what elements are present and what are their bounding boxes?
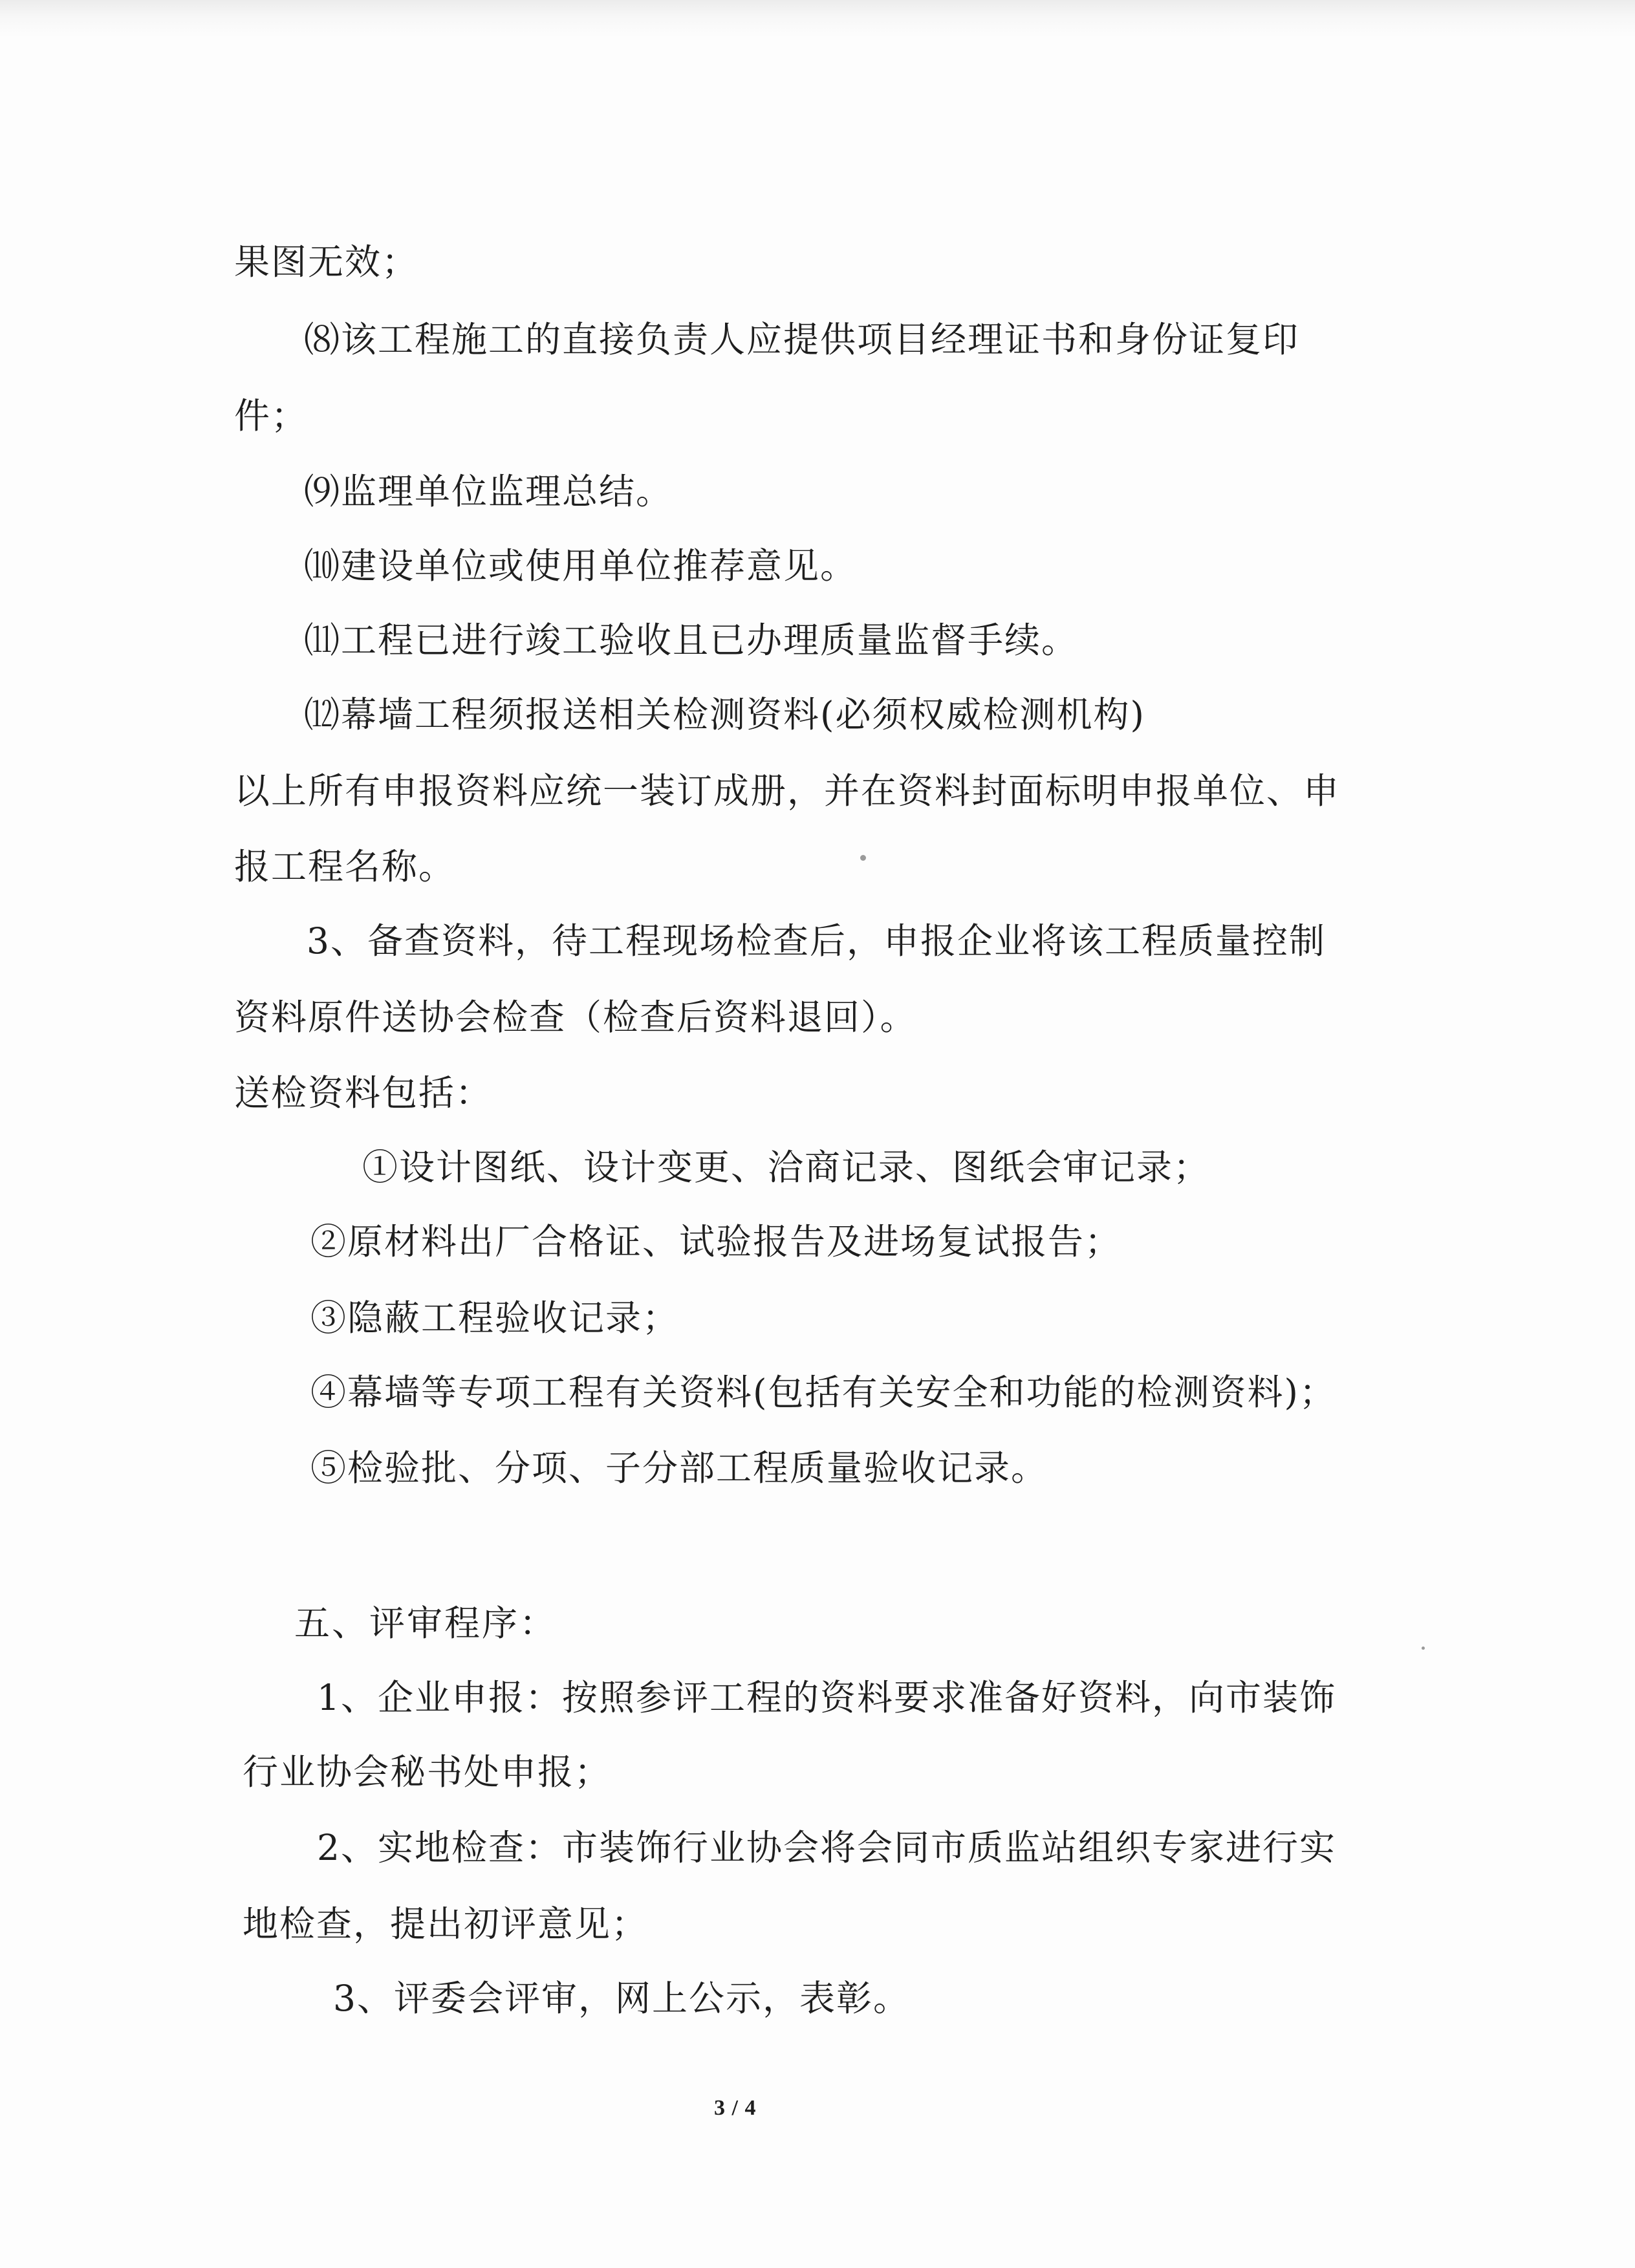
text-line-11: 资料原件送协会检查（检查后资料退回）。 [234, 997, 917, 1038]
text-line-10: 3、备查资料，待工程现场检查后，申报企业将该工程质量控制 [307, 920, 1326, 962]
text-line-16: ④幕墙等专项工程有关资料(包括有关安全和功能的检测资料)； [310, 1372, 1336, 1413]
text-line-21: 2、实地检查：市装饰行业协会将会同市质监站组织专家进行实 [317, 1827, 1336, 1868]
text-line-14: ②原材料出厂合格证、试验报告及进场复试报告； [310, 1221, 1122, 1262]
text-line-9: 报工程名称。 [234, 846, 456, 887]
text-line-1: 果图无效； [234, 241, 419, 283]
text-line-15: ③隐蔽工程验收记录； [310, 1297, 680, 1339]
text-line-4: ⑼监理单位监理总结。 [304, 471, 673, 512]
scan-speck [1422, 1647, 1425, 1650]
text-line-13: ①设计图纸、设计变更、洽商记录、图纸会审记录； [362, 1147, 1211, 1188]
text-line-19: 1、企业申报：按照参评工程的资料要求准备好资料，向市装饰 [317, 1677, 1336, 1718]
text-line-3: 件； [234, 395, 309, 437]
text-line-7: ⑿幕墙工程须报送相关检测资料(必须权威检测机构) [304, 694, 1145, 735]
scan-edge [0, 0, 1635, 38]
text-line-23: 3、评委会评审，网上公示，表彰。 [333, 1978, 910, 2019]
text-line-5: ⑽建设单位或使用单位推荐意见。 [304, 545, 858, 587]
page-number: 3 / 4 [714, 2096, 757, 2120]
section-heading: 五、评审程序： [294, 1603, 558, 1644]
text-line-17: ⑤检验批、分项、子分部工程质量验收记录。 [310, 1447, 1048, 1489]
text-line-6: ⑾工程已进行竣工验收且已办理质量监督手续。 [304, 620, 1079, 661]
text-line-22: 地检查，提出初评意见； [243, 1903, 649, 1945]
scan-speck [860, 855, 866, 861]
text-line-12: 送检资料包括： [234, 1072, 493, 1114]
text-line-2: ⑻该工程施工的直接负责人应提供项目经理证书和身份证复印 [304, 319, 1300, 360]
text-line-20: 行业协会秘书处申报； [243, 1751, 612, 1793]
text-line-8: 以上所有申报资料应统一装订成册，并在资料封面标明申报单位、申 [234, 770, 1341, 812]
